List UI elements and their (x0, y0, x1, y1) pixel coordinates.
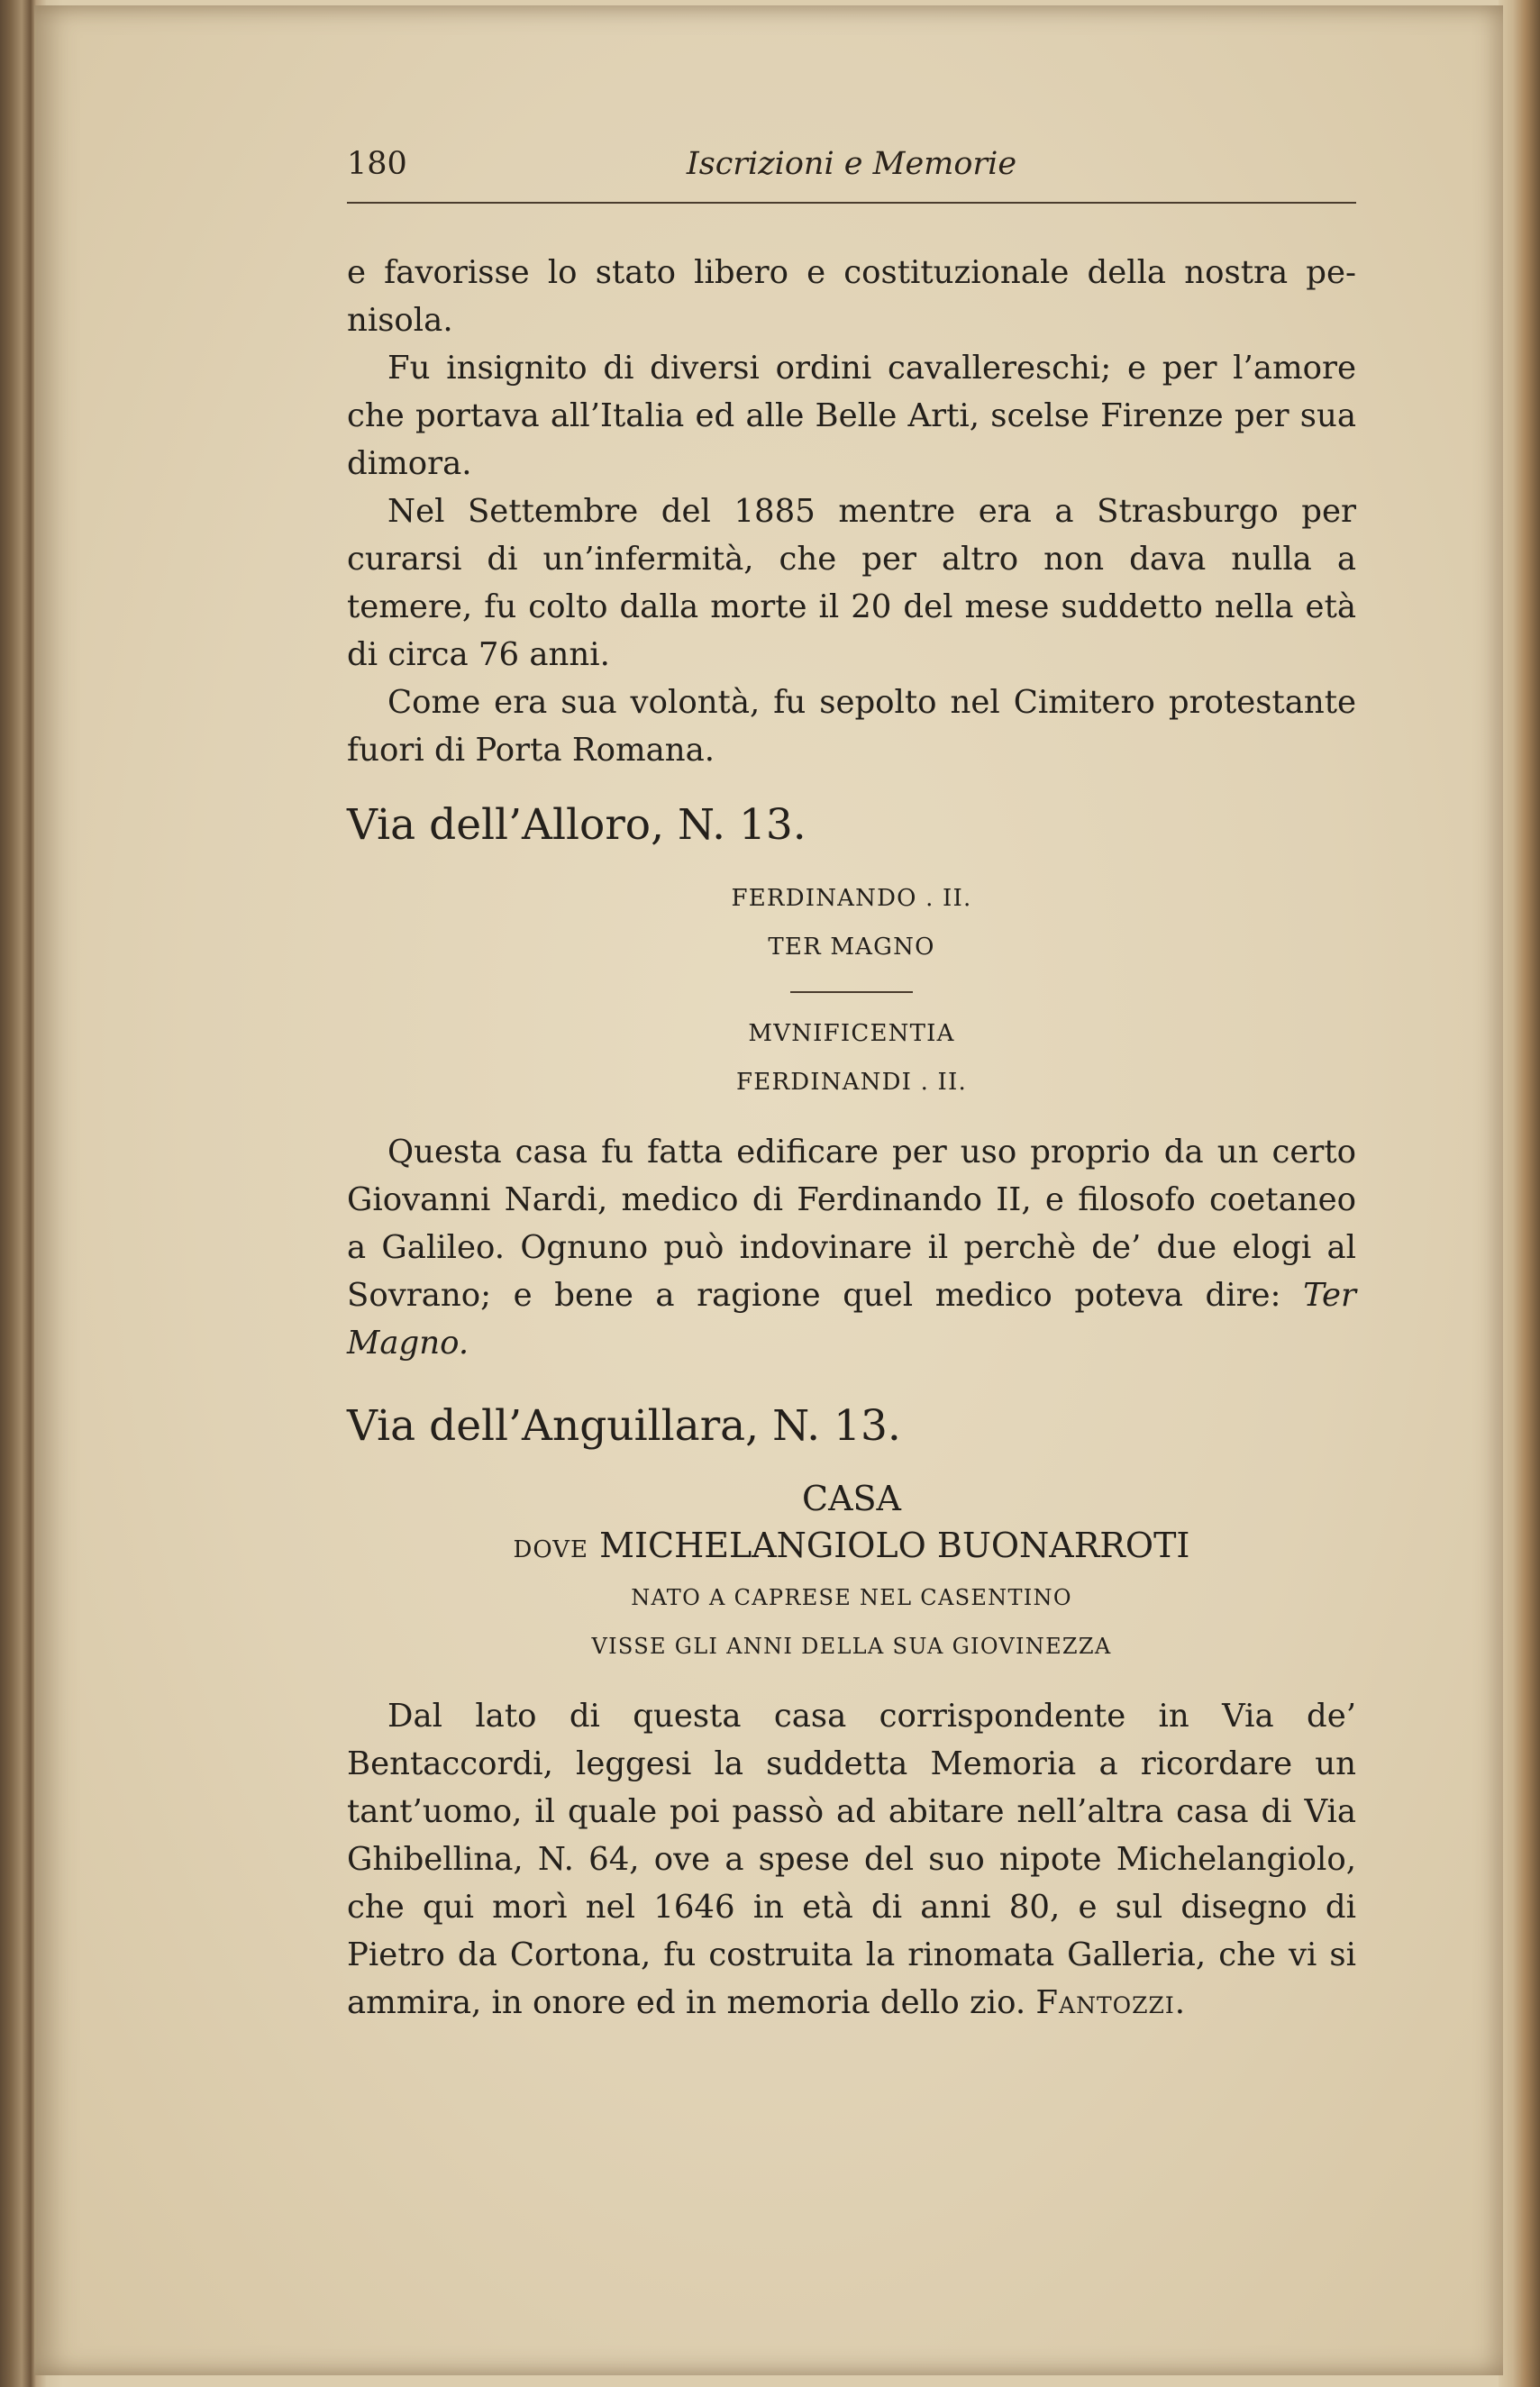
inscription-line: NATO A CAPRESE NEL CASENTINO (631, 1585, 1072, 1610)
ter-magno-italic: Ter Magno. (347, 1277, 1356, 1362)
anguillara-paragraph (347, 1692, 1356, 2027)
intro-paragraph-4: Come era sua volontà, fu sepolto nel Cimitero protestante fuori di Porta Romana. (347, 684, 1356, 769)
header-rule (347, 202, 1356, 204)
running-title: Iscrizioni e Memorie (686, 146, 1017, 182)
page-edge (1499, 0, 1540, 2387)
alloro-text: Questa casa fu fatta edificare per uso proprio da un certo Giovanni Nardi, medico di Ferdinando II, e filosofo coetaneo a Galileo. Ognuno può indovinare il perchè de’ due elogi al Sovrano; e bene a ragione quel medico poteva dire: (347, 1134, 1356, 1314)
inscription-name: MICHELANGIOLO BUONARROTI (599, 1526, 1190, 1565)
page-body (347, 249, 1356, 2027)
inscription-line: VISSE GLI ANNI DELLA SUA GIOVINEZZA (591, 1634, 1112, 1659)
inscription-line: CASA (802, 1479, 901, 1518)
inscription-line: FERDINANDI . II. (736, 1069, 967, 1096)
inscription-line: TER MAGNO (768, 934, 935, 961)
intro-paragraph-2: Fu insignito di diversi ordini cavallereschi; e per l’amore che portava all’Italia ed alle Belle Arti, scelse Firenze per sua dimora. (347, 350, 1356, 482)
section-heading-alloro: Via dell’Alloro, N. 13. (347, 800, 806, 850)
intro-paragraph-3: Nel Settembre del 1885 mentre era a Strasburgo per curarsi di un’infermità, che per altro non dava nulla a temere, fu colto dalla morte il 20 del mese suddetto nella età di circa 76 anni. (347, 493, 1356, 673)
inscription-line: MVNIFICENTIA (748, 1020, 955, 1047)
page-header (347, 144, 1356, 195)
section-heading-anguillara: Via dell’Anguillara, N. 13. (347, 1401, 901, 1451)
anguillara-text: Dal lato di questa casa corrispondente in Via de’ Bentaccordi, leggesi la suddetta Memoria a ricordare un tant’uomo, il quale poi passò ad abitare nell’altra casa di Via Ghibellina, N. 64, ove a spese del suo nipote Michelangiolo, che qui morì nel 1646 in età di anni 80, e sul disegno di Pietro da Cortona, fu costruita la rinomata Galleria, che vi si ammira, in onore ed in memoria dello zio. (347, 1698, 1356, 2021)
inscription-dove: DOVE (513, 1536, 589, 1563)
inscription-alloro (347, 874, 1356, 1107)
page-number: 180 (347, 146, 407, 182)
alloro-paragraph (347, 1128, 1356, 1367)
intro-paragraph-1: e favorisse lo stato libero e costituzionale della nostra pe-nisola. (347, 254, 1356, 339)
inscription-line (347, 1522, 1356, 1573)
inscription-line: FERDINANDO . II. (731, 885, 972, 912)
inscription-anguillara (347, 1475, 1356, 1671)
inscription-divider (790, 991, 913, 993)
author-name: Fantozzi. (1035, 1984, 1187, 2021)
